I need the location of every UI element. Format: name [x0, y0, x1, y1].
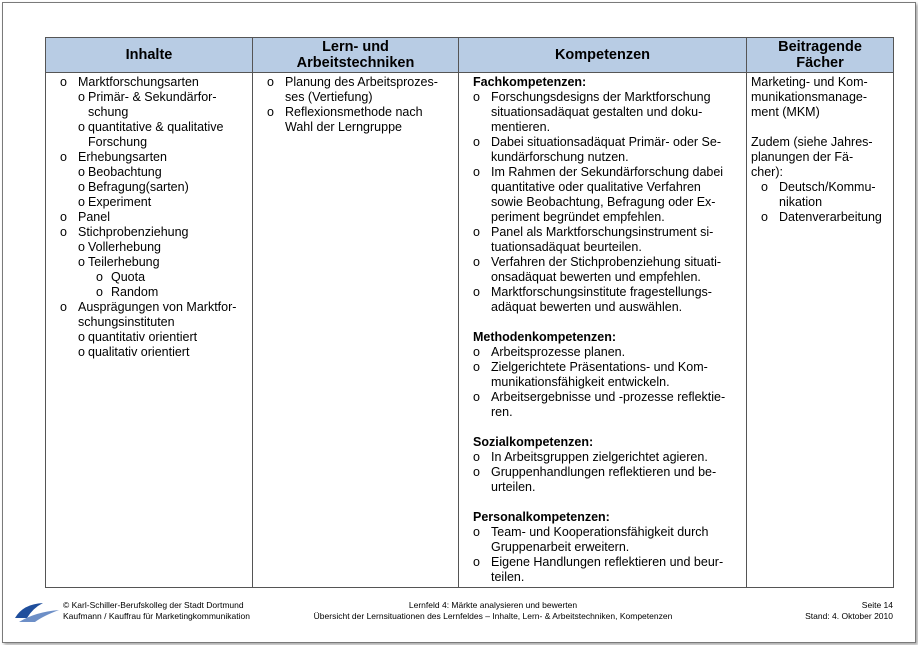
header-beitragende-faecher [747, 38, 894, 73]
kompetenz-item: o Arbeitsprozesse planen. [473, 345, 742, 360]
spacer [751, 120, 889, 135]
kompetenz-item: o Arbeitsergebnisse und -prozesse reflektie- ren. [473, 390, 742, 420]
kompetenz-section-title: Fachkompetenzen: [473, 75, 587, 89]
fach-item: o Datenverarbeitung [751, 210, 889, 225]
footer-center [273, 600, 713, 622]
inhalte-item: o Marktforschungsarten [50, 75, 248, 90]
cell-faecher [747, 73, 894, 588]
kompetenz-section-title: Sozialkompetenzen: [473, 435, 594, 449]
kompetenz-list [473, 345, 742, 420]
inhalte-item: o quantitativ orientiert [50, 330, 248, 345]
spacer [473, 315, 742, 330]
kompetenz-item: o Verfahren der Stichprobenziehung situati- onsadäquat bewerten und empfehlen. [473, 255, 742, 285]
kompetenz-item: o Dabei situationsadäquat Primär- oder Se- kundärforschung nutzen. [473, 135, 742, 165]
footer-overview: Übersicht der Lernsituationen des Lernfeldes – Inhalte, Lern- & Arbeitstechniken, Kompetenzen [313, 611, 673, 621]
kompetenz-item: o Forschungsdesigns der Marktforschung situationsadäquat gestalten und doku- mentieren. [473, 90, 742, 135]
lerntechnik-item: o Reflexionsmethode nach Wahl der Lerngruppe [257, 105, 454, 135]
inhalte-item: o Beobachtung [50, 165, 248, 180]
inhalte-item: o qualitativ orientiert [50, 345, 248, 360]
header-kompetenzen: Kompetenzen [459, 38, 747, 73]
faecher-list [751, 180, 889, 225]
cell-inhalte [46, 73, 253, 588]
kompetenz-item: o Im Rahmen der Sekundärforschung dabei quantitative oder qualitative Verfahren sowie Beobachtung, Befragung oder Ex- periment begründet empfehlen. [473, 165, 742, 225]
spacer [473, 495, 742, 510]
cell-kompetenzen [459, 73, 747, 588]
footer-copyright: © Karl-Schiller-Berufskolleg der Stadt Dortmund [63, 600, 244, 610]
kompetenz-list [473, 525, 742, 585]
inhalte-item: o Experiment [50, 195, 248, 210]
inhalte-item: o Stichprobenziehung [50, 225, 248, 240]
inhalte-list [50, 75, 248, 360]
inhalte-item: o Befragung(sarten) [50, 180, 248, 195]
table-body-row [46, 73, 894, 588]
footer-date: Stand: 4. Oktober 2010 [805, 611, 893, 621]
footer-right [805, 600, 893, 622]
school-logo [13, 600, 61, 624]
header-lern-text: Lern- und Arbeitstechniken [296, 39, 415, 71]
inhalte-item: o Random [50, 285, 248, 300]
kompetenz-item: o In Arbeitsgruppen zielgerichtet agieren. [473, 450, 742, 465]
footer-lernfeld: Lernfeld 4: Märkte analysieren und bewerten [408, 600, 578, 610]
document-page [2, 2, 916, 643]
header-lern-arbeitstechniken [253, 38, 459, 73]
faecher-intro: Marketing- und Kom- munikationsmanage- ment (MKM) [751, 75, 868, 119]
kompetenz-item: o Marktforschungsinstitute fragestellungs- adäquat bewerten und auswählen. [473, 285, 742, 315]
lerntechnik-item: o Planung des Arbeitsprozes- ses (Vertiefung) [257, 75, 454, 105]
inhalte-item: o Primär- & Sekundärfor- schung [50, 90, 248, 120]
cell-lerntechniken [253, 73, 459, 588]
header-faecher-text: Beitragende Fächer [778, 39, 862, 71]
inhalte-item: o Panel [50, 210, 248, 225]
kompetenz-item: o Gruppenhandlungen reflektieren und be- urteilen. [473, 465, 742, 495]
footer-profession: Kaufmann / Kauffrau für Marketingkommunikation [63, 611, 250, 621]
competency-table [45, 37, 894, 588]
kompetenz-item: o Team- und Kooperationsfähigkeit durch Gruppenarbeit erweitern. [473, 525, 742, 555]
kompetenzen-container [473, 75, 742, 585]
inhalte-item: o Ausprägungen von Marktfor- schungsinstituten [50, 300, 248, 330]
kompetenz-item: o Panel als Marktforschungsinstrument si- tuationsadäquat beurteilen. [473, 225, 742, 255]
faecher-zudem: Zudem (siehe Jahres- planungen der Fä- cher): [751, 135, 873, 179]
footer-left [63, 600, 250, 622]
kompetenz-section-title: Methodenkompetenzen: [473, 330, 617, 344]
lerntechniken-list [257, 75, 454, 135]
inhalte-item: o Quota [50, 270, 248, 285]
kompetenz-item: o Zielgerichtete Präsentations- und Kom- munikationsfähigkeit entwickeln. [473, 360, 742, 390]
header-inhalte: Inhalte [46, 38, 253, 73]
footer-page-number: Seite 14 [861, 600, 893, 610]
table-header-row [46, 38, 894, 73]
fach-item: o Deutsch/Kommu- nikation [751, 180, 889, 210]
kompetenz-section-title: Personalkompetenzen: [473, 510, 610, 524]
spacer [473, 420, 742, 435]
inhalte-item: o quantitative & qualitative Forschung [50, 120, 248, 150]
kompetenz-list [473, 90, 742, 315]
inhalte-item: o Erhebungsarten [50, 150, 248, 165]
kompetenz-item: o Eigene Handlungen reflektieren und beur- teilen. [473, 555, 742, 585]
kompetenz-list [473, 450, 742, 495]
inhalte-item: o Vollerhebung [50, 240, 248, 255]
inhalte-item: o Teilerhebung [50, 255, 248, 270]
